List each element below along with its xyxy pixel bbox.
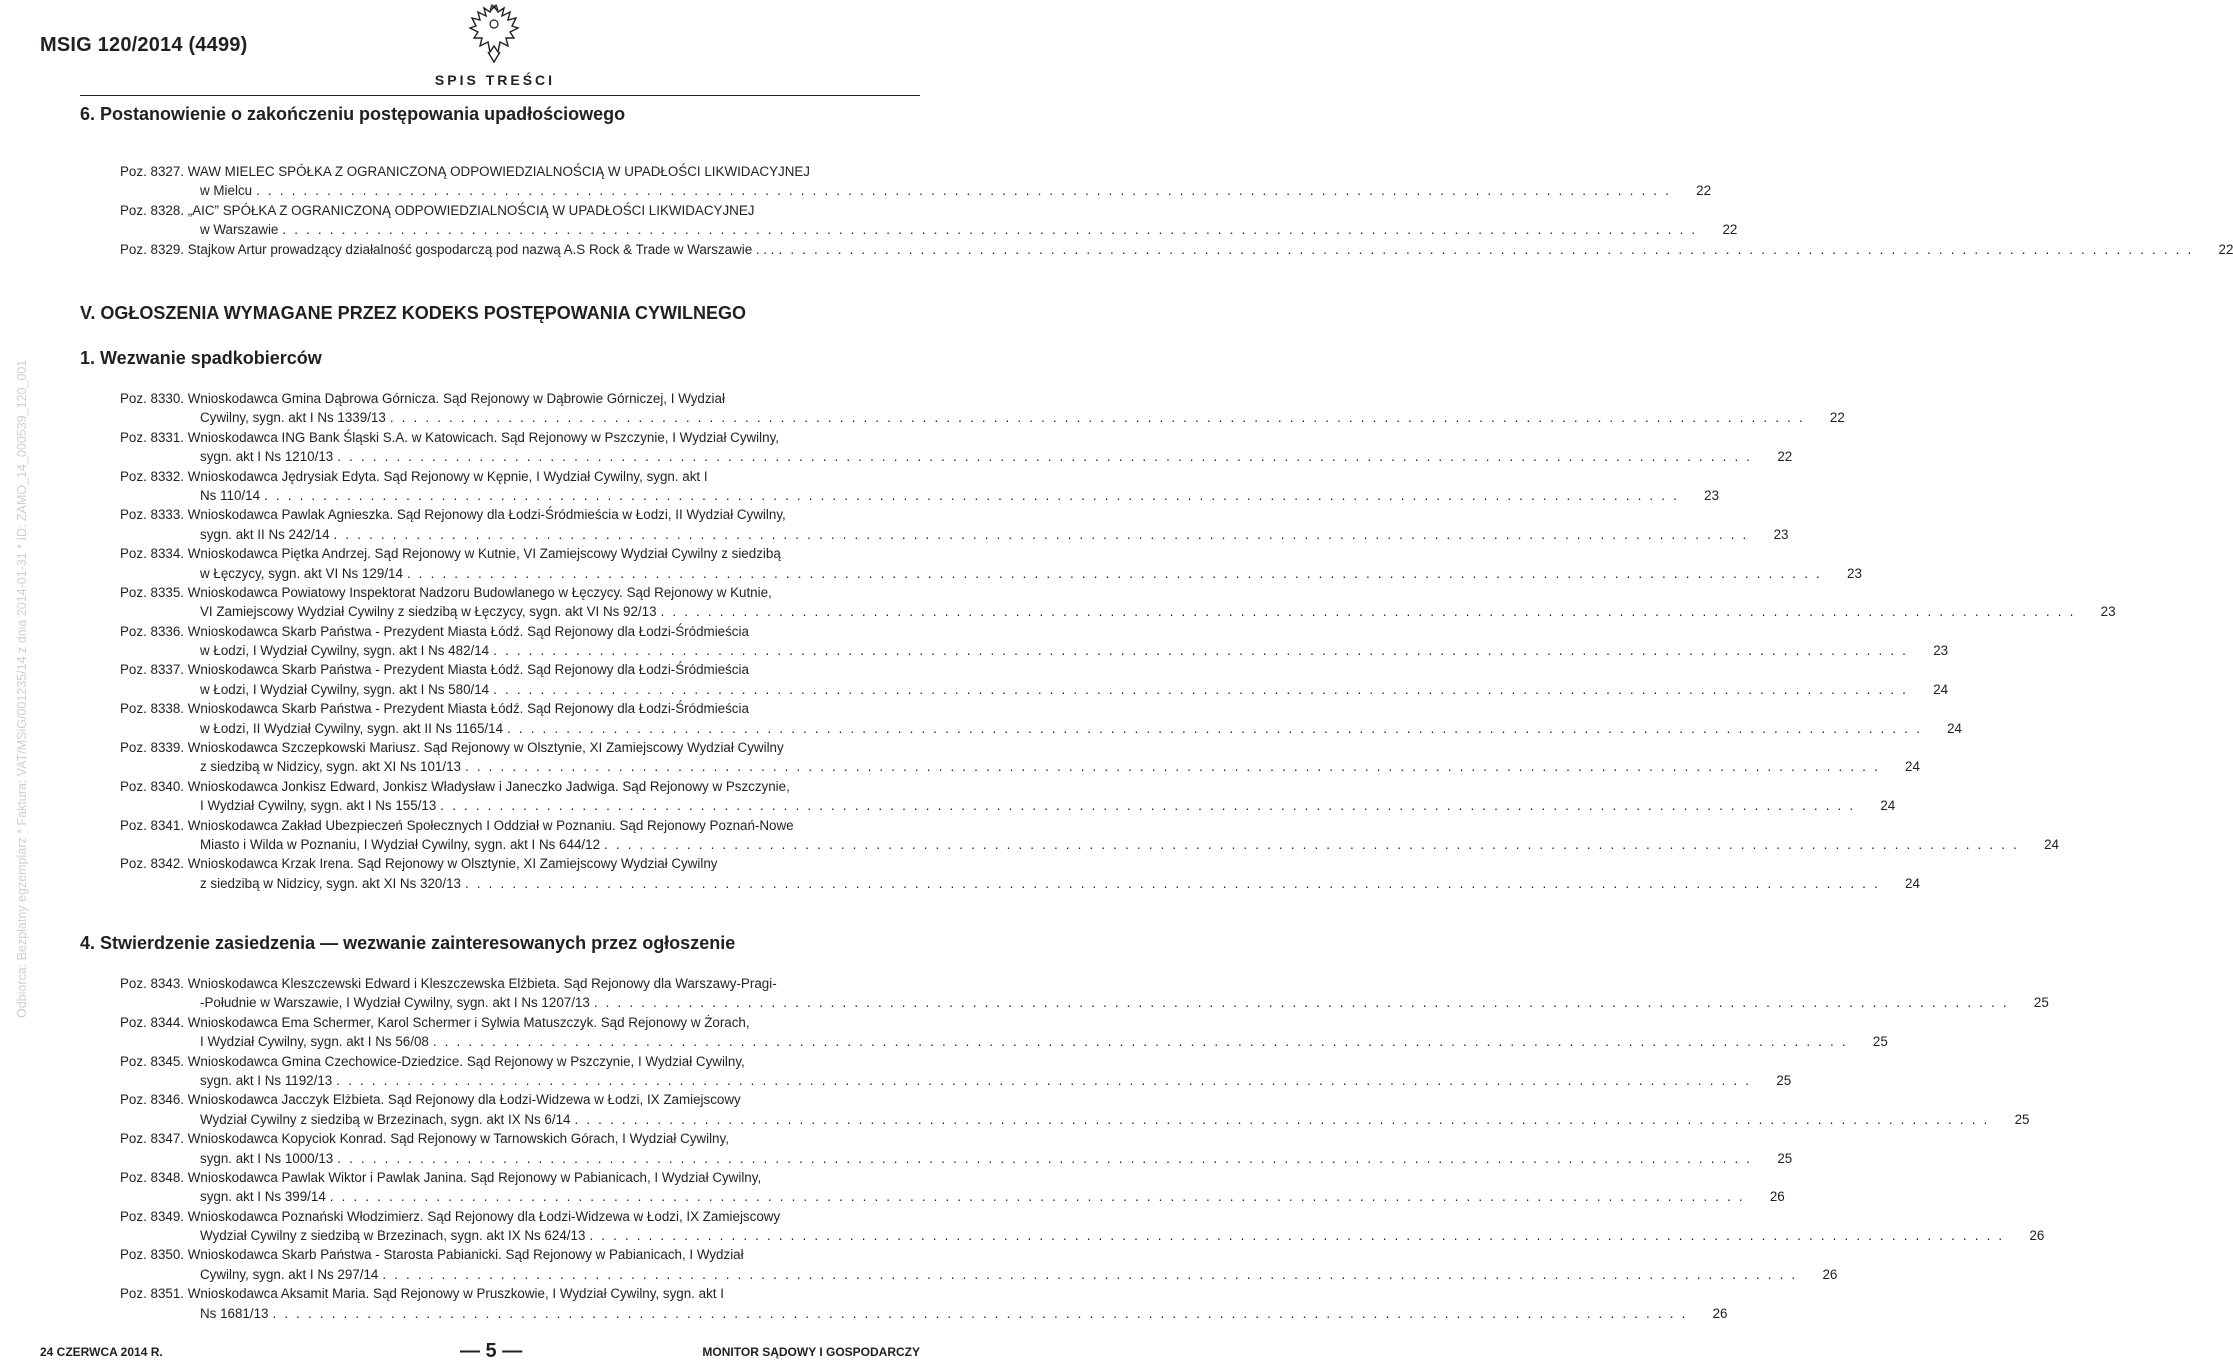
toc-entry-text: Poz. 8329. Stajkow Artur prowadzący działalność gospodarczą pod nazwą A.S Rock & Trade w Warszawie . . . (120, 241, 775, 257)
section-6-heading: 6. Postanowienie o zakończeniu postępowania upadłościowego (80, 104, 626, 124)
dot-leader: . . . . . . . . . . . . . . . . . . . . . . . . . . . . . . . . . . . . . . . . . . . . . . . . . . . . . . . . . . . . . . . . . . . . . . . . . . . . . . . . . . . . . . . . . . . . . . . . . . . . . . . . . . . . . . . . . . . . . . . . (604, 836, 2019, 852)
toc-entry-continuation (120, 564, 1862, 583)
toc-entry-continuation (120, 408, 1845, 427)
toc-entry-continuation (120, 796, 1896, 815)
toc-entry-text: Poz. 8340. Wnioskodawca Jonkisz Edward, Jonkisz Władysław i Janeczko Jadwiga. Sąd Rejonowy w Pszczynie, (120, 778, 790, 794)
dot-leader: . . . . . . . . . . . . . . . . . . . . . . . . . . . . . . . . . . . . . . . . . . . . . . . . . . . . . . . . . . . . . . . . . . . . . . . . . . . . . . . . . . . . . . . . . . . . . . . . . . . . . . . . . . . . . . . . . . . . . . . . (389, 410, 1805, 426)
toc-entry-continuation (120, 757, 1920, 776)
dot-leader: . . . . . . . . . . . . . . . . . . . . . . . . . . . . . . . . . . . . . . . . . . . . . . . . . . . . . . . . . . . . . . . . . . . . . . . . . . . . . . . . . . . . . . . . . . . . . . . . . . . . . . . . . . . . . . . . . . . . . . . . (464, 759, 1880, 775)
dot-leader: . . . . . . . . . . . . . . . . . . . . . . . . . . . . . . . . . . . . . . . . . . . . . . . . . . . . . . . . . . . . . . . . . . . . . . . . . . . . . . . . . . . . . . . . . . . . . . . . . . . . . . . . . . . . . . . . . . . . . . . . (493, 681, 1909, 697)
dot-leader: . . . . . . . . . . . . . . . . . . . . . . . . . . . . . . . . . . . . . . . . . . . . . . . . . . . . . . . . . . . . . . . . . . . . . . . . . . . . . . . . . . . . . . . . . . . . . . . . . . . . . . . . . . . . . . . . . . . . . . . . (507, 720, 1922, 736)
toc-entry-line (120, 660, 952, 679)
toc-entry-line (120, 738, 952, 757)
toc-page-number: 24 (1880, 798, 1896, 814)
toc-entry-line (120, 1207, 952, 1226)
toc-entry-continuation (120, 447, 1793, 466)
toc-entry-continuation (120, 1071, 1792, 1090)
toc-page-number: 22 (2218, 241, 2233, 257)
toc-entry-text: w Łodzi, I Wydział Cywilny, sygn. akt I Ns 482/14 (200, 643, 490, 659)
toc-entry-text: Wydział Cywilny z siedzibą w Brzezinach, sygn. akt IX Ns 6/14 (200, 1111, 571, 1127)
toc-entry-text: Miasto i Wilda w Poznaniu, I Wydział Cywilny, sygn. akt I Ns 644/12 (200, 836, 601, 852)
toc-entry (120, 544, 1862, 583)
footer-date: 24 CZERWCA 2014 R. (40, 1345, 163, 1359)
subsection-4-heading: 4. Stwierdzenie zasiedzenia — wezwanie zainteresowanych przez ogłoszenie (80, 933, 736, 953)
toc-entry-text: Poz. 8347. Wnioskodawca Kopyciok Konrad. Sąd Rejonowy w Tarnowskich Górach, I Wydział Cywilny, (120, 1131, 729, 1147)
dot-leader: . . . . . . . . . . . . . . . . . . . . . . . . . . . . . . . . . . . . . . . . . . . . . . . . . . . . . . . . . . . . . . . . . . . . . . . . . . . . . . . . . . . . . . . . . . . . . . . . . . . . . . . . . . . . . . . . . . . . . . . . (256, 183, 1672, 199)
dot-leader: . . . . . . . . . . . . . . . . . . . . . . . . . . . . . . . . . . . . . . . . . . . . . . . . . . . . . . . . . . . . . . . . . . . . . . . . . . . . . . . . . . . . . . . . . . . . . . . . . . . . . . . . . . . . . . . . . . . . . . . . (440, 798, 1856, 814)
toc-entry-continuation (120, 1304, 1728, 1323)
toc-entry-continuation (120, 641, 1949, 660)
dot-leader: . . . . . . . . . . . . . . . . . . . . . . . . . . . . . . . . . . . . . . . . . . . . . . . . . . . . . . . . . . . . . . . . . . . . . . . . . . . . . . . . . . . . . . . . . . . . . . . . . . . . . . . . . . . . . . . . . . . . . . . . (660, 604, 2076, 620)
toc-entry-continuation (120, 486, 1720, 505)
toc-entry-text: Poz. 8350. Wnioskodawca Skarb Państwa - Starosta Pabianicki. Sąd Rejonowy w Pabianicach, I Wydział (120, 1247, 744, 1263)
toc-entry (120, 1207, 2045, 1246)
toc-entry-text: Poz. 8351. Wnioskodawca Aksamit Maria. Sąd Rejonowy w Pruszkowie, I Wydział Cywilny, sygn. akt I (120, 1286, 724, 1302)
toc-entry-text: Poz. 8328. „AIC” SPÓŁKA Z OGRANICZONĄ ODPOWIEDZIALNOŚCIĄ W UPADŁOŚCI LIKWIDACYJNEJ (120, 202, 755, 218)
toc-page-number: 23 (1704, 487, 1720, 503)
toc-entry-text: sygn. akt I Ns 1210/13 (200, 449, 334, 465)
toc-entry (120, 622, 1949, 661)
toc-entry-text: Poz. 8348. Wnioskodawca Pawlak Wiktor i Pawlak Janina. Sąd Rejonowy w Pabianicach, I Wydział Cywilny, (120, 1169, 762, 1185)
toc-entry-continuation (120, 525, 1789, 544)
toc-entry-continuation (120, 602, 2116, 621)
toc-entry-text: Poz. 8345. Wnioskodawca Gmina Czechowice-Dziedzice. Sąd Rejonowy w Pszczynie, I Wydział Cywilny, (120, 1053, 745, 1069)
toc-page-number: 24 (2044, 836, 2059, 852)
toc-entry (120, 162, 1712, 201)
toc-entry-line (120, 816, 952, 835)
toc-entry-line (120, 854, 952, 873)
toc-entry (120, 854, 1920, 893)
toc-entry (120, 660, 1949, 699)
toc-page-number: 25 (1776, 1072, 1792, 1088)
toc-entry-text: Poz. 8331. Wnioskodawca ING Bank Śląski S.A. w Katowicach. Sąd Rejonowy w Pszczynie, I Wydział Cywilny, (120, 429, 780, 445)
toc-entry-text: Poz. 8335. Wnioskodawca Powiatowy Inspektorat Nadzoru Budowlanego w Łęczycy. Sąd Rejonowy w Kutnie, (120, 584, 772, 600)
dot-leader: . . . . . . . . . . . . . . . . . . . . . . . . . . . . . . . . . . . . . . . . . . . . . . . . . . . . . . . . . . . . . . . . . . . . . . . . . . . . . . . . . . . . . . . . . . . . . . . . . . . . . . . . . . . . . . . . . . . . . . . . (336, 1072, 1752, 1088)
toc-entry-text: Poz. 8339. Wnioskodawca Szczepkowski Mariusz. Sąd Rejonowy w Olsztynie, XI Zamiejscowy Wydział Cywilny (120, 740, 784, 756)
toc-entry (120, 699, 1962, 738)
toc-entry (120, 240, 2233, 259)
toc-page-number: 24 (1947, 720, 1962, 736)
toc-entry-continuation (120, 220, 1738, 239)
toc-entry-text: Poz. 8333. Wnioskodawca Pawlak Agnieszka. Sąd Rejonowy dla Łodzi-Śródmieścia w Łodzi, II Wydział Cywilny, (120, 507, 786, 523)
toc-entry-text: w Łodzi, II Wydział Cywilny, sygn. akt II Ns 1165/14 (200, 720, 504, 736)
toc-entry-text: sygn. akt I Ns 1000/13 (200, 1150, 334, 1166)
toc-entry (120, 1090, 2030, 1129)
subsection-1-entries (120, 389, 2116, 893)
toc-entry (120, 505, 1789, 544)
toc-entry-line (120, 544, 952, 563)
toc-page-number: 24 (1905, 759, 1920, 775)
toc-entry-text: Poz. 8342. Wnioskodawca Krzak Irena. Sąd Rejonowy w Olsztynie, XI Zamiejscowy Wydział Cywilny (120, 856, 718, 872)
toc-entry-line (120, 1013, 952, 1032)
toc-entry (120, 1284, 1728, 1323)
toc-entry (120, 816, 2059, 855)
dot-leader: . . . . . . . . . . . . . . . . . . . . . . . . . . . . . . . . . . . . . . . . . . . . . . . . . . . . . . . . . . . . . . . . . . . . . . . . . . . . . . . . . . . . . . . . . . . . . . . . . . . . . . . . . . . . . . . . . . . . . . . . (329, 1189, 1745, 1205)
toc-entry-line (120, 162, 952, 181)
toc-entry-line (120, 240, 2233, 259)
dot-leader: . . . . . . . . . . . . . . . . . . . . . . . . . . . . . . . . . . . . . . . . . . . . . . . . . . . . . . . . . . . . . . . . . . . . . . . . . . . . . . . . . . . . . . . . . . . . . . . . . . . . . . . . . . . . . . . . . . . . . . . . (282, 222, 1698, 238)
toc-entry-text: z siedzibą w Nidzicy, sygn. akt XI Ns 101/13 (200, 759, 461, 775)
dot-leader: . . . . . . . . . . . . . . . . . . . . . . . . . . . . . . . . . . . . . . . . . . . . . . . . . . . . . . . . . . . . . . . . . . . . . . . . . . . . . . . . . . . . . . . . . . . . . . . . . . . . . . . . . . . . . . . . . . . . . . . . (574, 1111, 1990, 1127)
toc-entry-line (120, 467, 952, 486)
toc-page-number: 23 (1847, 565, 1862, 581)
dot-leader: . . . . . . . . . . . . . . . . . . . . . . . . . . . . . . . . . . . . . . . . . . . . . . . . . . . . . . . . . . . . . . . . . . . . . . . . . . . . . . . . . . . . . . . . . . . . . . . . . . . . . . . . . . . . . . . . . . . . . . . . (589, 1228, 2005, 1244)
toc-entry-line (120, 1129, 952, 1148)
toc-entry-line (120, 777, 952, 796)
toc-entry (120, 738, 1920, 777)
dot-leader: . . . . . . . . . . . . . . . . . . . . . . . . . . . . . . . . . . . . . . . . . . . . . . . . . . . . . . . . . . . . . . . . . . . . . . . . . . . . . . . . . . . . . . . . . . . . . . . . . . . . . . . . . . . . . . . . . . . . . . . . (337, 449, 1753, 465)
dot-leader: . . . . . . . . . . . . . . . . . . . . . . . . . . . . . . . . . . . . . . . . . . . . . . . . . . . . . . . . . . . . . . . . . . . . . . . . . . . . . . . . . . . . . . . . . . . . . . . . . . . . . . . . . . . . . . . . . . . . . . . . (406, 565, 1822, 581)
toc-entry-text: Cywilny, sygn. akt I Ns 1339/13 (200, 410, 386, 426)
toc-page-number: 23 (1933, 643, 1949, 659)
toc-entry-text: sygn. akt I Ns 1192/13 (200, 1072, 333, 1088)
toc-entry-continuation (120, 1265, 1838, 1284)
toc-entry (120, 1168, 1785, 1207)
toc-entry-text: VI Zamiejscowy Wydział Cywilny z siedzibą w Łęczycy, sygn. akt VI Ns 92/13 (200, 604, 657, 620)
toc-entry-continuation (120, 1032, 1888, 1051)
toc-entry-text: Poz. 8344. Wnioskodawca Ema Schermer, Karol Schermer i Sylwia Matuszczyk. Sąd Rejonowy w Żorach, (120, 1014, 750, 1030)
toc-entry (120, 974, 2049, 1013)
toc-page-number: 23 (1773, 526, 1789, 542)
toc-page-number: 22 (1696, 183, 1712, 199)
toc-page-number: 25 (2033, 995, 2049, 1011)
toc-entry-text: Poz. 8343. Wnioskodawca Kleszczewski Edward i Kleszczewska Elżbieta. Sąd Rejonowy dla Warszawy-Pragi- (120, 976, 777, 991)
toc-entry-text: Ns 110/14 (200, 487, 261, 503)
toc-entry-line (120, 1168, 952, 1187)
toc-entry-text: I Wydział Cywilny, sygn. akt I Ns 56/08 (200, 1034, 429, 1050)
toc-entry-continuation (120, 1226, 2045, 1245)
toc-entry-line (120, 583, 952, 602)
dot-leader: . . . . . . . . . . . . . . . . . . . . . . . . . . . . . . . . . . . . . . . . . . . . . . . . . . . . . . . . . . . . . . . . . . . . . . . . . . . . . . . . . . . . . . . . . . . . . . . . . . . . . . . . . . . . . . . . . . . . . . . . (272, 1305, 1688, 1321)
toc-entry-text: w Łodzi, I Wydział Cywilny, sygn. akt I Ns 580/14 (200, 681, 490, 697)
toc-entry-continuation (120, 835, 2059, 854)
recipient-watermark-text: Odbiorca: Bezpłatny egzemplarz * Faktura: VAT/MSiG/001235/14 z dnia 2014-01-31 * ID: ZAMO_14_000539_120_001 (15, 359, 29, 1018)
table-of-contents-label: SPIS TREŚCI (434, 72, 556, 88)
toc-entry (120, 1052, 1792, 1091)
toc-entry-text: Cywilny, sygn. akt I Ns 297/14 (200, 1266, 379, 1282)
toc-page-number: 25 (1872, 1034, 1888, 1050)
toc-entry (120, 428, 1793, 467)
toc-entry (120, 1013, 1888, 1052)
toc-entry-line (120, 622, 952, 641)
toc-entry-continuation (120, 1149, 1793, 1168)
footer-page-number: — 5 — (460, 1340, 523, 1362)
toc-entry-continuation (120, 1187, 1785, 1206)
dot-leader: . . . . . . . . . . . . . . . . . . . . . . . . . . . . . . . . . . . . . . . . . . . . . . . . . . . . . . . . . . . . . . . . . . . . . . . . . . . . . . . . . . . . . . . . . . . . . . . . . . . . . . . . . . . . . . . . . . . . . . . . (493, 643, 1909, 659)
toc-entry-text: Poz. 8334. Wnioskodawca Piętka Andrzej. Sąd Rejonowy w Kutnie, VI Zamiejscowy Wydział Cywilny z siedzibą (120, 546, 781, 562)
toc-page-number: 26 (1822, 1266, 1838, 1282)
toc-entry (120, 1245, 1838, 1284)
toc-entry-text: Poz. 8332. Wnioskodawca Jędrysiak Edyta. Sąd Rejonowy w Kępnie, I Wydział Cywilny, sygn. akt I (120, 468, 708, 484)
toc-entry-text: Poz. 8341. Wnioskodawca Zakład Ubezpieczeń Społecznych I Oddział w Poznaniu. Sąd Rejonowy Poznań-Nowe (120, 817, 794, 833)
toc-entry (120, 777, 1896, 816)
toc-page-number: 22 (1777, 449, 1793, 465)
toc-entry (120, 467, 1720, 506)
toc-entry-text: Poz. 8338. Wnioskodawca Skarb Państwa - Prezydent Miasta Łódź. Sąd Rejonowy dla Łodzi-Śródmieścia (120, 701, 749, 717)
toc-entry-line (120, 505, 952, 524)
toc-entry-text: Poz. 8349. Wnioskodawca Poznański Włodzimierz. Sąd Rejonowy dla Łodzi-Widzewa w Łodzi, IX Zamiejscowy (120, 1208, 781, 1224)
toc-entry-line (120, 1245, 952, 1264)
polish-eagle-emblem-icon (468, 2, 520, 66)
toc-entry-continuation (120, 181, 1712, 200)
toc-entry-text: w Warszawie (200, 222, 279, 238)
toc-page-number: 26 (2029, 1228, 2045, 1244)
toc-entry-text: z siedzibą w Nidzicy, sygn. akt XI Ns 320/13 (200, 875, 461, 891)
toc-page-number: 24 (1933, 681, 1949, 697)
toc-page-number: 26 (1712, 1305, 1728, 1321)
header-divider (80, 95, 920, 96)
toc-entry-text: Wydział Cywilny z siedzibą w Brzezinach, sygn. akt IX Ns 624/13 (200, 1228, 586, 1244)
toc-entry-line (120, 1052, 952, 1071)
toc-page-number: 25 (1777, 1150, 1793, 1166)
journal-issue-title: MSIG 120/2014 (4499) (40, 34, 248, 56)
toc-entry-line (120, 201, 952, 220)
toc-page-number: 25 (2014, 1111, 2030, 1127)
toc-entry-text: sygn. akt II Ns 242/14 (200, 526, 330, 542)
toc-entry-continuation (120, 1110, 2030, 1129)
toc-entry-text: -Południe w Warszawie, I Wydział Cywilny, sygn. akt I Ns 1207/13 (200, 995, 590, 1011)
toc-page-number: 26 (1769, 1189, 1785, 1205)
toc-entry (120, 1129, 1793, 1168)
toc-entry-text: Poz. 8336. Wnioskodawca Skarb Państwa - Prezydent Miasta Łódź. Sąd Rejonowy dla Łodzi-Śródmieścia (120, 623, 749, 639)
toc-entry-line (120, 1284, 952, 1303)
toc-entry-line (120, 699, 952, 718)
toc-entry-text: Poz. 8330. Wnioskodawca Gmina Dąbrowa Górnicza. Sąd Rejonowy w Dąbrowie Górniczej, I Wydział (120, 391, 725, 406)
toc-entry-line (120, 428, 952, 447)
section-6-entries (120, 162, 2233, 259)
section-v-heading: V. OGŁOSZENIA WYMAGANE PRZEZ KODEKS POSTĘPOWANIA CYWILNEGO (80, 303, 747, 323)
dot-leader: . . . . . . . . . . . . . . . . . . . . . . . . . . . . . . . . . . . . . . . . . . . . . . . . . . . . . . . . . . . . . . . . . . . . . . . . . . . . . . . . . . . . . . . . . . . . . . . . . . . . . . . . . . . . . . . . . . . . . . . . (333, 526, 1749, 542)
toc-entry-text: Poz. 8327. WAW MIELEC SPÓŁKA Z OGRANICZONĄ ODPOWIEDZIALNOŚCIĄ W UPADŁOŚCI LIKWIDACYJNEJ (120, 164, 810, 179)
toc-entry (120, 389, 1845, 428)
toc-entry-text: sygn. akt I Ns 399/14 (200, 1189, 326, 1205)
toc-entry-continuation (120, 874, 1920, 893)
toc-entry-line (120, 389, 952, 408)
toc-entry-line (120, 974, 952, 993)
toc-entry-text: I Wydział Cywilny, sygn. akt I Ns 155/13 (200, 798, 437, 814)
toc-page-number: 24 (1905, 875, 1920, 891)
toc-entry (120, 201, 1738, 240)
toc-entry-line (120, 1090, 952, 1109)
dot-leader: . . . . . . . . . . . . . . . . . . . . . . . . . . . . . . . . . . . . . . . . . . . . . . . . . . . . . . . . . . . . . . . . . . . . . . . . . . . . . . . . . . . . . . . . . . . . . . . . . . . . . . . . . . . . . . . . . . . . . . . . (264, 487, 1680, 503)
toc-page-number: 22 (1722, 222, 1738, 238)
dot-leader: . . . . . . . . . . . . . . . . . . . . . . . . . . . . . . . . . . . . . . . . . . . . . . . . . . . . . . . . . . . . . . . . . . . . . . . . . . . . . . . . . . . . . . . . . . . . . . . . . . . . . . . . . . . . . . . . . . . . . . . . (778, 241, 2194, 257)
dot-leader: . . . . . . . . . . . . . . . . . . . . . . . . . . . . . . . . . . . . . . . . . . . . . . . . . . . . . . . . . . . . . . . . . . . . . . . . . . . . . . . . . . . . . . . . . . . . . . . . . . . . . . . . . . . . . . . . . . . . . . . . (464, 875, 1880, 891)
dot-leader: . . . . . . . . . . . . . . . . . . . . . . . . . . . . . . . . . . . . . . . . . . . . . . . . . . . . . . . . . . . . . . . . . . . . . . . . . . . . . . . . . . . . . . . . . . . . . . . . . . . . . . . . . . . . . . . . . . . . . . . . (382, 1266, 1798, 1282)
toc-entry (120, 583, 2116, 622)
dot-leader: . . . . . . . . . . . . . . . . . . . . . . . . . . . . . . . . . . . . . . . . . . . . . . . . . . . . . . . . . . . . . . . . . . . . . . . . . . . . . . . . . . . . . . . . . . . . . . . . . . . . . . . . . . . . . . . . . . . . . . . . (432, 1034, 1848, 1050)
dot-leader: . . . . . . . . . . . . . . . . . . . . . . . . . . . . . . . . . . . . . . . . . . . . . . . . . . . . . . . . . . . . . . . . . . . . . . . . . . . . . . . . . . . . . . . . . . . . . . . . . . . . . . . . . . . . . . . . . . . . . . . . (337, 1150, 1753, 1166)
toc-entry-text: Ns 1681/13 (200, 1305, 269, 1321)
dot-leader: . . . . . . . . . . . . . . . . . . . . . . . . . . . . . . . . . . . . . . . . . . . . . . . . . . . . . . . . . . . . . . . . . . . . . . . . . . . . . . . . . . . . . . . . . . . . . . . . . . . . . . . . . . . . . . . . . . . . . . . . (593, 995, 2009, 1011)
toc-entry-continuation (120, 993, 2049, 1012)
recipient-watermark (0, 318, 29, 1018)
toc-entry-continuation (120, 680, 1949, 699)
toc-entry-text: w Łęczycy, sygn. akt VI Ns 129/14 (200, 565, 403, 581)
toc-page-number: 22 (1829, 410, 1845, 426)
toc-entry-continuation (120, 719, 1962, 738)
toc-page-number: 23 (2100, 604, 2116, 620)
subsection-1-heading: 1. Wezwanie spadkobierców (80, 348, 322, 368)
subsection-4-entries (120, 974, 2049, 1323)
toc-entry-text: w Mielcu (200, 183, 253, 199)
footer-publication-name: MONITOR SĄDOWY I GOSPODARCZY (702, 1345, 920, 1359)
toc-entry-text: Poz. 8346. Wnioskodawca Jacczyk Elżbieta. Sąd Rejonowy dla Łodzi-Widzewa w Łodzi, IX Zamiejscowy (120, 1092, 741, 1108)
toc-entry-text: Poz. 8337. Wnioskodawca Skarb Państwa - Prezydent Miasta Łódź. Sąd Rejonowy dla Łodzi-Śródmieścia (120, 662, 749, 678)
